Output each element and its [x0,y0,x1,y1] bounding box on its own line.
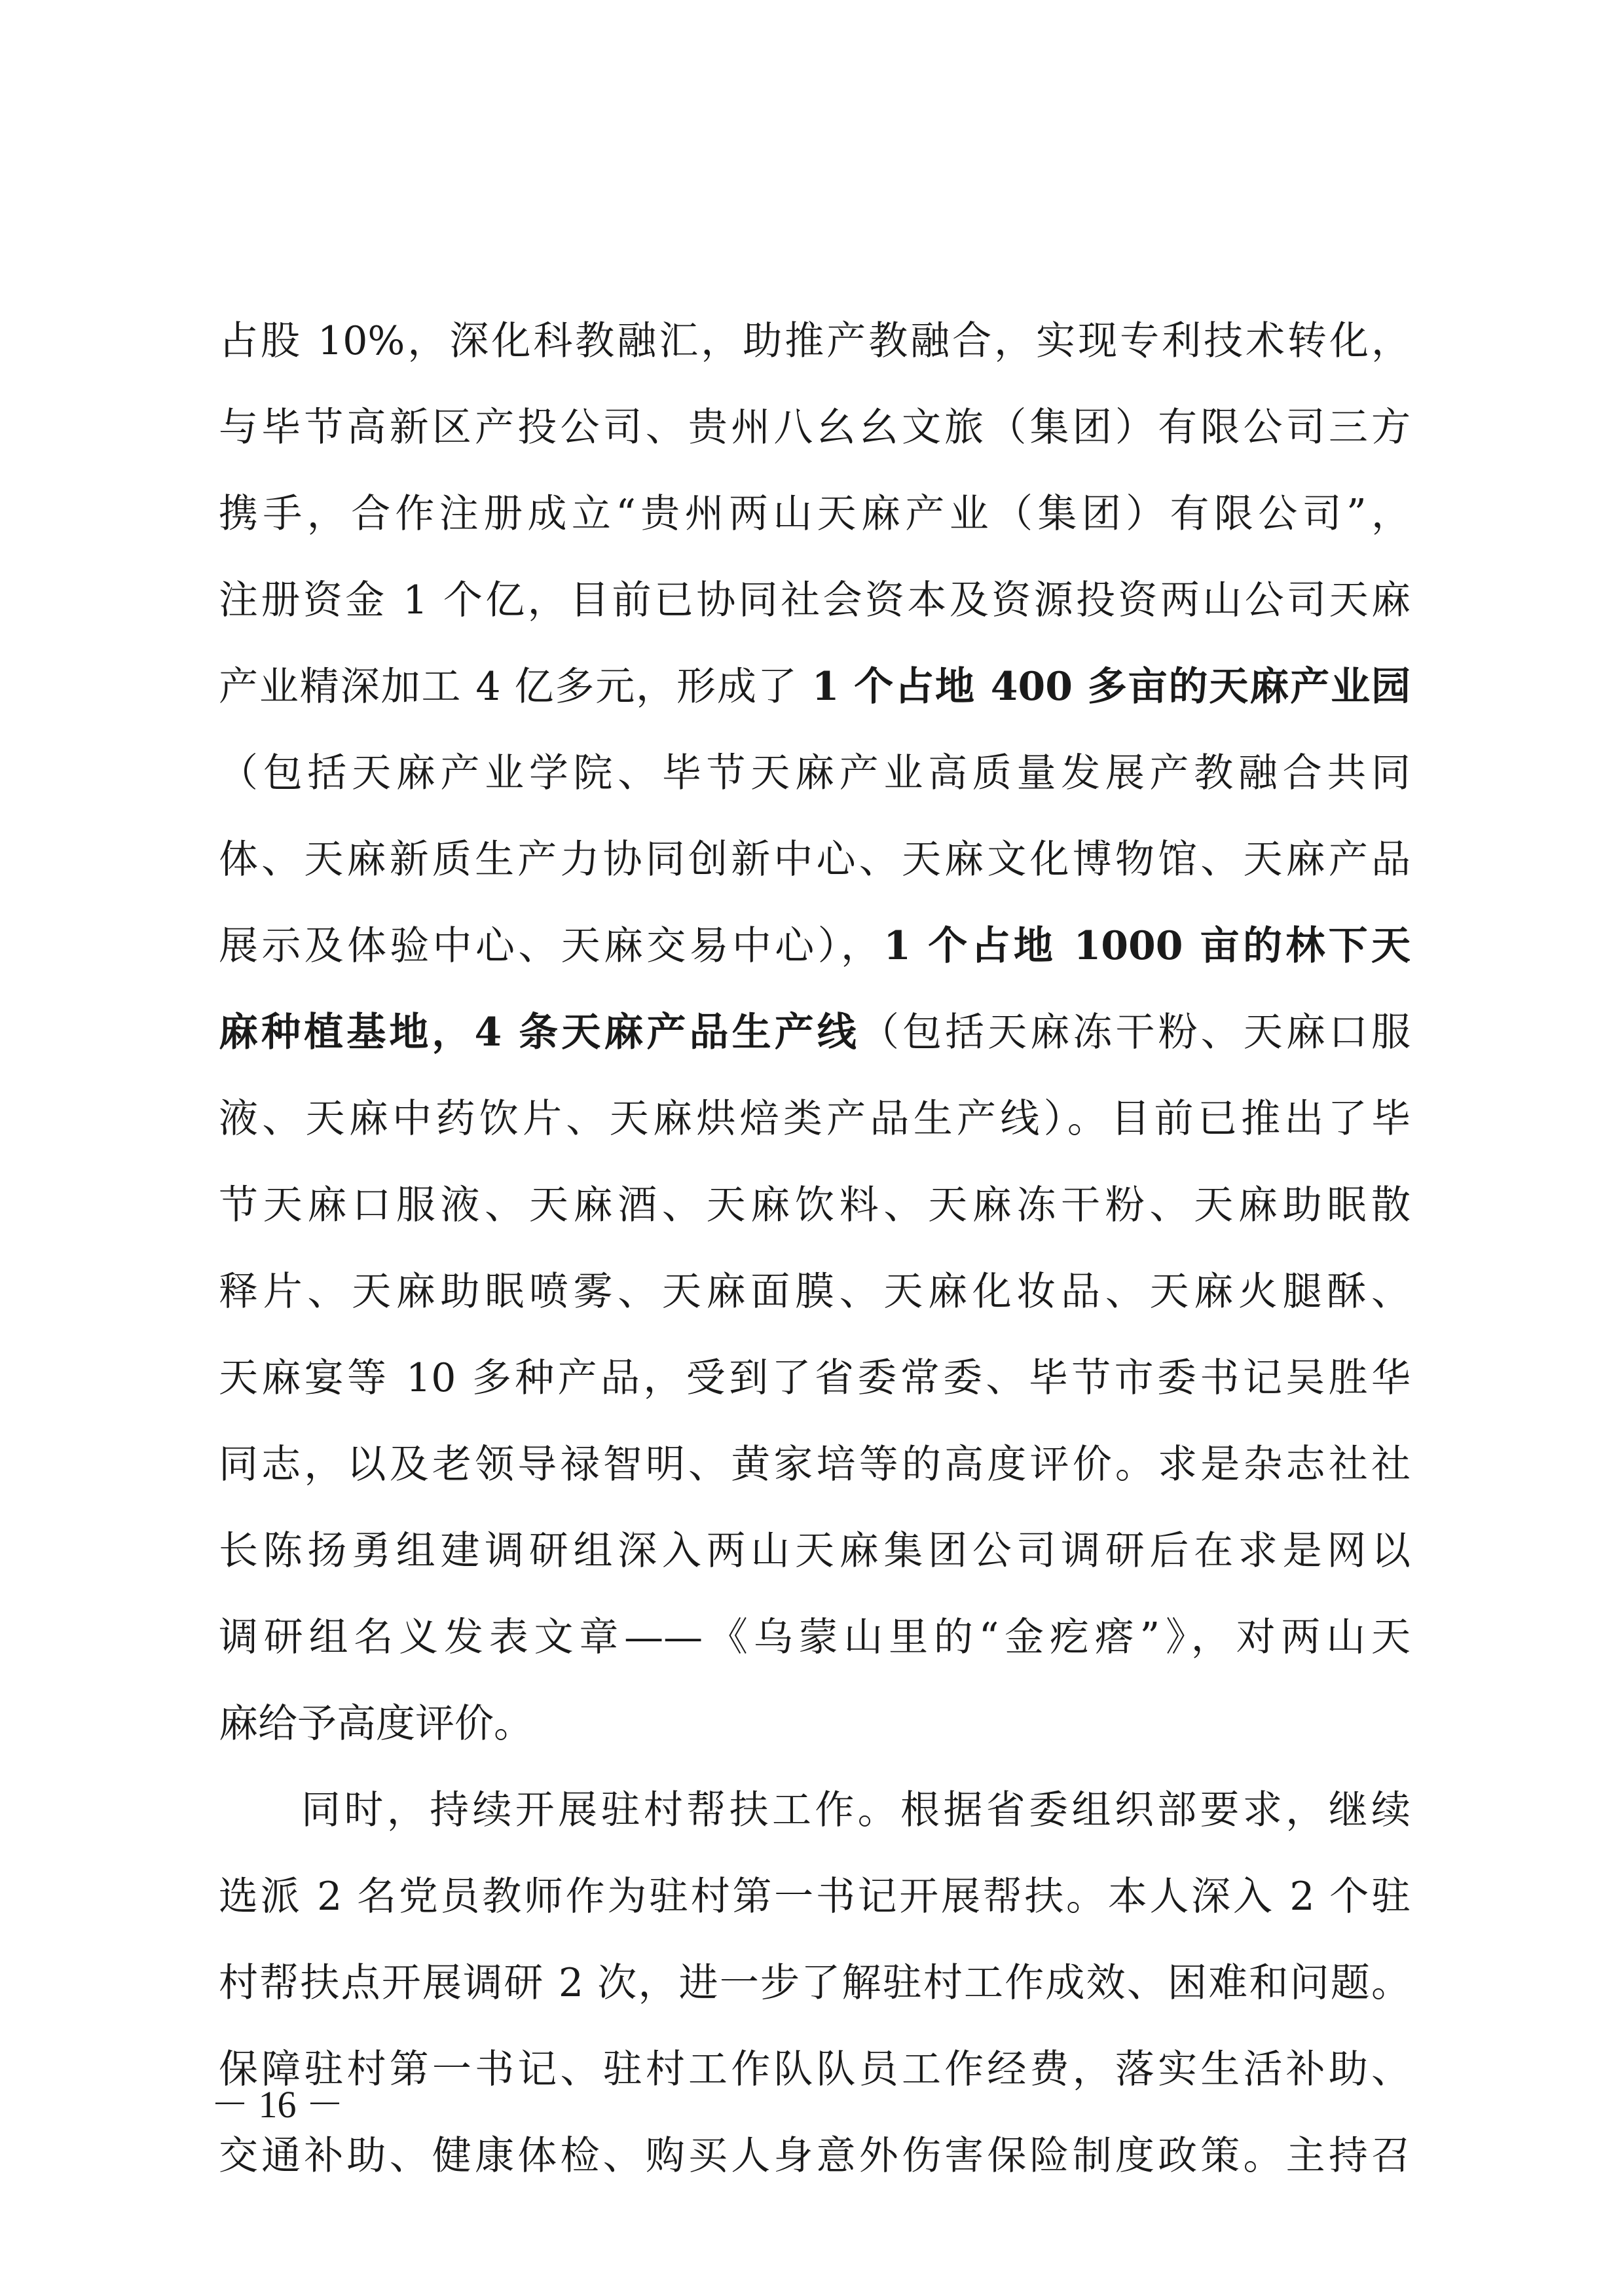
text-line: 液、天麻中药饮片、天麻烘焙类产品生产线）。目前已推出了毕 [219,1096,1411,1142]
text-line: 调研组名义发表文章——《乌蒙山里的“金疙瘩”》，对两山天 [219,1614,1411,1660]
text-line: 村帮扶点开展调研 2 次，进一步了解驻村工作成效、困难和问题。 [219,1960,1411,2006]
text-line: 麻种植基地，4 条天麻产品生产线（包括天麻冻干粉、天麻口服 [219,1010,1411,1055]
text-line: 麻给予高度评价。 [219,1701,533,1747]
text-line: 携手，合作注册成立“贵州两山天麻产业（集团）有限公司”， [219,491,1411,537]
text-line: 选派 2 名党员教师作为驻村第一书记开展帮扶。本人深入 2 个驻 [219,1874,1411,1920]
text-line: 同志，以及老领导禄智明、黄家培等的高度评价。求是杂志社社 [219,1442,1411,1487]
text-line: 天麻宴等 10 多种产品，受到了省委常委、毕节市委书记吴胜华 [219,1355,1411,1401]
text-line: 释片、天麻助眠喷雾、天麻面膜、天麻化妆品、天麻火腿酥、 [219,1269,1411,1315]
text-line: 保障驻村第一书记、驻村工作队队员工作经费，落实生活补助、 [219,2047,1411,2092]
page-number: － 16 － [211,2083,344,2126]
text-line: 占股 10%，深化科教融汇，助推产教融合，实现专利技术转化， [219,318,1411,364]
text-line: 节天麻口服液、天麻酒、天麻饮料、天麻冻干粉、天麻助眠散 [219,1182,1411,1228]
text-line: 与毕节高新区产投公司、贵州八幺幺文旅（集团）有限公司三方 [219,405,1411,450]
text-line: 产业精深加工 4 亿多元，形成了 1 个占地 400 多亩的天麻产业园 [219,664,1411,710]
body-text [219,298,1411,2199]
paragraph-start-line: 同时，持续开展驻村帮扶工作。根据省委组织部要求，继续 [301,1787,1411,1833]
text-line: 注册资金 1 个亿，目前已协同社会资本及资源投资两山公司天麻 [219,577,1411,623]
text-line: （包括天麻产业学院、毕节天麻产业高质量发展产教融合共同 [219,750,1411,796]
text-line: 展示及体验中心、天麻交易中心），1 个占地 1000 亩的林下天 [219,923,1411,969]
bold-highlight: 1 个占地 1000 亩的林下天 [883,923,1411,969]
text-line: 交通补助、健康体检、购买人身意外伤害保险制度政策。主持召 [219,2133,1411,2179]
text-line: 长陈扬勇组建调研组深入两山天麻集团公司调研后在求是网以 [219,1528,1411,1574]
bold-highlight: 麻种植基地，4 条天麻产品生产线 [219,1010,860,1055]
text-line: 体、天麻新质生产力协同创新中心、天麻文化博物馆、天麻产品 [219,837,1411,883]
bold-highlight: 1 个占地 400 多亩的天麻产业园 [811,664,1411,710]
